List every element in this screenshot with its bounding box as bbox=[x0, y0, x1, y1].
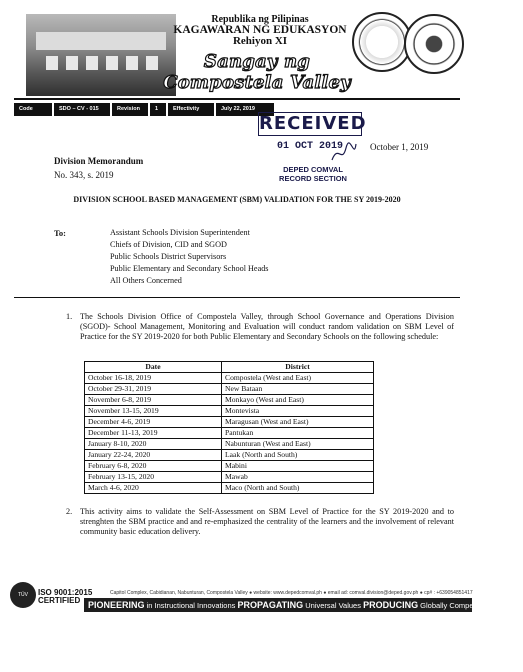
table-row bbox=[85, 428, 374, 439]
memo-title: DIVISION SCHOOL BASED MANAGEMENT (SBM) VALIDATION FOR THE SY 2019-2020 bbox=[73, 195, 401, 204]
to-label: To: bbox=[54, 228, 66, 238]
tagline-keyword: PROPAGATING bbox=[237, 600, 304, 610]
cell-district: Maragusan (West and East) bbox=[222, 417, 374, 428]
cell-date: January 22-24, 2020 bbox=[85, 450, 222, 461]
memo-type: Division Memorandum bbox=[54, 156, 144, 166]
effectivity-value: July 22, 2019 bbox=[216, 103, 274, 116]
table-row bbox=[85, 461, 374, 472]
paragraph-number: 2. bbox=[66, 507, 73, 516]
recipient-item: Assistant Schools Division Superintendent bbox=[110, 228, 250, 237]
iso-standard: ISO 9001:2015 bbox=[38, 588, 93, 597]
header-region: Rehiyon XI bbox=[232, 35, 288, 47]
tagline-text: Globally Competent Graduates bbox=[418, 601, 523, 610]
code-value: SDO – CV - 015 bbox=[54, 103, 110, 116]
column-header-district: District bbox=[222, 362, 374, 373]
cell-date: January 8-10, 2020 bbox=[85, 439, 222, 450]
cell-district: Compostela (West and East) bbox=[222, 373, 374, 384]
footer-contact-line: Capitol Complex, Cabidianan, Nabunturan, Compostela Valley ● website: www.depedcomval.ph ● email ad: comval.division@deped.gov.ph ● cp# : +639054851417 bbox=[110, 590, 473, 596]
footer-tagline-bar bbox=[84, 598, 523, 612]
tagline-text: Universal Values bbox=[303, 601, 364, 610]
section-divider bbox=[14, 297, 460, 298]
tagline-keyword: PIONEERING bbox=[88, 600, 145, 610]
cell-district: Laak (North and South) bbox=[222, 450, 374, 461]
cell-date: November 6-8, 2019 bbox=[85, 395, 222, 406]
table-row bbox=[85, 472, 374, 483]
revision-label: Revision bbox=[112, 103, 148, 116]
cell-district: Montevista bbox=[222, 406, 374, 417]
header-department: KAGAWARAN NG EDUKASYON bbox=[173, 24, 347, 36]
cell-date: February 6-8, 2020 bbox=[85, 461, 222, 472]
memo-date: October 1, 2019 bbox=[370, 142, 429, 152]
table-row bbox=[85, 417, 374, 428]
cell-date: October 29-31, 2019 bbox=[85, 384, 222, 395]
table-header-row bbox=[85, 362, 374, 373]
table-row bbox=[85, 384, 374, 395]
paragraph-number: 1. bbox=[66, 312, 73, 321]
revision-value: 1 bbox=[150, 103, 166, 116]
signature-scribble bbox=[330, 140, 358, 166]
received-stamp-date: 01 OCT 2019 bbox=[276, 141, 343, 152]
recipient-item: Chiefs of Division, CID and SGOD bbox=[110, 240, 227, 249]
table-row bbox=[85, 406, 374, 417]
recipient-item: Public Schools District Supervisors bbox=[110, 252, 227, 261]
iso-certification-badge-icon: TÜV bbox=[10, 582, 36, 608]
tagline-text: in Instructional Innovations bbox=[144, 601, 238, 610]
stamp-section-line: RECORD SECTION bbox=[279, 174, 347, 183]
recipient-item: All Others Concerned bbox=[110, 276, 182, 285]
table-row bbox=[85, 450, 374, 461]
division-brand-title: Sangay ng Compostela Valley bbox=[163, 51, 351, 93]
table-row bbox=[85, 439, 374, 450]
code-label: Code bbox=[14, 103, 52, 116]
cell-date: March 4-6, 2020 bbox=[85, 483, 222, 494]
header-divider bbox=[14, 98, 460, 100]
cell-district: Mabini bbox=[222, 461, 374, 472]
header-republic: Republika ng Pilipinas bbox=[211, 14, 309, 25]
paragraph-body: The Schools Division Office of Compostela Valley, through School Governance and Operations Division (SGOD)- School Management, Monitoring and Evaluation will conduct random validation on SBM Level of Practice for the SY 2019-2020 for both Public Elementary and Secondary Schools on the following schedule: bbox=[80, 312, 454, 342]
division-seal-icon bbox=[352, 12, 412, 72]
cell-district: New Bataan bbox=[222, 384, 374, 395]
deped-seal-icon bbox=[404, 14, 464, 74]
schedule-table bbox=[84, 361, 374, 494]
tagline-keyword: PRODUCING bbox=[363, 600, 419, 610]
iso-certified: CERTIFIED bbox=[38, 596, 81, 605]
table-row bbox=[85, 483, 374, 494]
cell-date: October 16-18, 2019 bbox=[85, 373, 222, 384]
recipient-item: Public Elementary and Secondary School Heads bbox=[110, 264, 269, 273]
cell-date: February 13-15, 2020 bbox=[85, 472, 222, 483]
schedule-table-body bbox=[85, 373, 374, 494]
cell-date: December 4-6, 2019 bbox=[85, 417, 222, 428]
effectivity-label: Effectivity bbox=[168, 103, 214, 116]
cell-date: November 13-15, 2019 bbox=[85, 406, 222, 417]
memo-number: No. 343, s. 2019 bbox=[54, 170, 114, 180]
column-header-date: Date bbox=[85, 362, 222, 373]
cell-district: Maco (North and South) bbox=[222, 483, 374, 494]
paragraph-body: This activity aims to validate the Self-Assessment on SBM Level of Practice for the SY 2019-2020 and to strenghten the SBM practice and and re-emphasized the centrality of the learners and the involvement of relevant community basic education delivery. bbox=[80, 507, 454, 537]
cell-date: December 11-13, 2019 bbox=[85, 428, 222, 439]
table-row bbox=[85, 373, 374, 384]
cell-district: Pantukan bbox=[222, 428, 374, 439]
stamp-office-line: DEPED COMVAL bbox=[283, 165, 343, 174]
cell-district: Monkayo (West and East) bbox=[222, 395, 374, 406]
cell-district: Mawab bbox=[222, 472, 374, 483]
received-stamp: RECEIVED bbox=[259, 113, 367, 134]
document-code-bar bbox=[14, 103, 276, 114]
table-row bbox=[85, 395, 374, 406]
cell-district: Nabunturan (West and East) bbox=[222, 439, 374, 450]
